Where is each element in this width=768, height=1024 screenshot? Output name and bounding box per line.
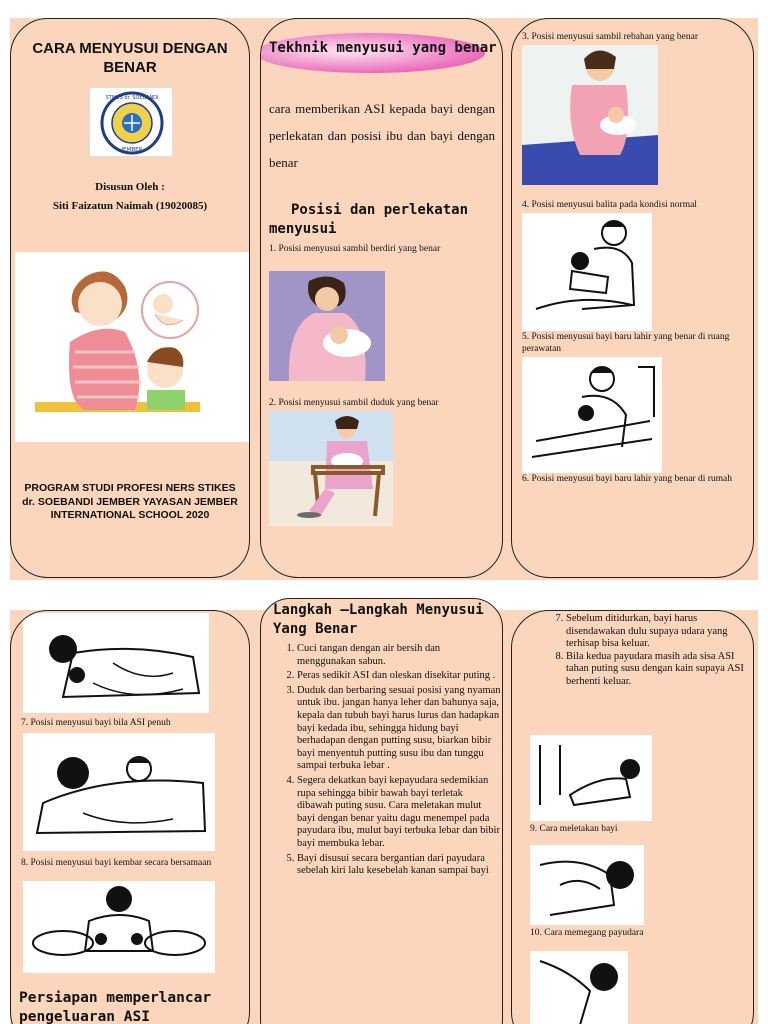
caption-twins: 8. Posisi menyusui bayi kembar secara bersamaan — [21, 858, 212, 868]
caption-standing: 1. Posisi menyusui sambil berdiri yang benar — [269, 244, 441, 254]
preparation-heading: Persiapan memperlancar pengeluaran ASI — [19, 990, 212, 1024]
step-item: 7. Sebelum ditidurkan, bayi harus disendawakan dulu supaya udara yang terhisap bisa keluar. — [566, 613, 754, 651]
brochure-outside — [10, 18, 758, 580]
cover-panel — [10, 18, 250, 578]
stikes-logo — [89, 87, 173, 157]
caption-holding-breast: 10. Cara memegang payudara — [530, 928, 644, 938]
full-breast-sketch — [23, 613, 209, 713]
caption-lying: 3. Posisi menyusui sambil rebahan yang benar — [522, 32, 698, 42]
step-item: 5. Bayi disusui secara bergantian dari payudara sebelah kiri lalu kesebelah kanan sampai bayi — [297, 853, 501, 878]
positions-panel — [511, 18, 754, 578]
step-item: 3. Duduk dan berbaring sesuai posisi yang nyaman untuk ibu. jangan hanya leher dan bahunya saja, kepala dan tubuh bayi harus lurus dan hadapkan bayi kedada ibu, sehingga hidung bayi berhadapan dengan putting susu, biarkan bibir bayi menyentuh putting susu ibu dan tunggu sampai terbuka lebar . — [297, 685, 501, 773]
steps-panel-2 — [511, 610, 754, 1024]
step-item: 2. Peras sedikit ASI dan oleskan disekitar puting . — [297, 670, 501, 683]
lying-breastfeeding-photo — [522, 45, 658, 185]
caption-newborn-ward: 5. Posisi menyusui bayi baru lahir yang benar di ruang perawatan — [522, 332, 730, 354]
caption-full-breast: 7. Posisi menyusui bayi bila ASI penuh — [21, 718, 171, 728]
positions-panel-2 — [10, 610, 250, 1024]
toddler-breastfeeding-sketch — [522, 213, 652, 331]
steps-panel — [260, 598, 503, 1024]
holding-breast-sketch — [530, 845, 644, 925]
caption-sitting: 2. Posisi menyusui sambil duduk yang benar — [269, 398, 439, 408]
step-item: 4. Segera dekatkan bayi kepayudara sedemikian rupa sehingga bibir bawah bayi terletak dibawah puting susu. Cara meletakan mulut bayi dengan benar yaitu dagu menempel pada payudara ibu, mulut bayi terbuka lebar dan bibir bayi membuka lebar. — [297, 775, 501, 851]
step-item: 1. Cuci tangan dengan air bersih dan menggunakan sabun. — [297, 643, 501, 668]
author-label: Disusun Oleh : — [95, 181, 165, 193]
pregnant-mother-illustration — [15, 252, 249, 442]
cover-title: CARA MENYUSUI DENGAN BENAR — [32, 40, 228, 76]
position-subheading: Posisi dan perlekatan menyusui — [269, 202, 469, 237]
technique-intro: cara memberikan ASI kepada bayi dengan perlekatan dan posisi ibu dan bayi dengan benar — [269, 101, 495, 170]
author-name: Siti Faizatun Naimah (19020085) — [52, 200, 208, 212]
standing-breastfeeding-photo — [269, 271, 385, 381]
brochure-inside — [10, 602, 758, 1024]
logo-text-bottom: JEMBER — [121, 147, 143, 153]
twins-hold-sketch — [23, 881, 215, 973]
technique-heading: Tekhnik menyusui yang benar — [269, 40, 497, 56]
step-item: 8. Bila kedua payudara masih ada sisa ASI tahan puting susu dengan kain supaya ASI berhenti keluar. — [566, 651, 754, 689]
caption-newborn-home: 6. Posisi menyusui bayi baru lahir yang benar di rumah — [522, 474, 733, 484]
sitting-breastfeeding-photo — [269, 411, 393, 526]
caption-placing-baby: 9. Cara meletakan bayi — [530, 824, 618, 834]
twins-sketch — [23, 733, 215, 851]
logo-text-top: STIKES dr. SOEBANDI — [105, 95, 159, 101]
latch-sketch — [530, 951, 628, 1024]
caption-toddler: 4. Posisi menyusui balita pada kondisi normal — [522, 200, 697, 210]
steps-list — [271, 643, 501, 880]
placing-baby-sketch — [530, 735, 652, 821]
steps-heading: Langkah –Langkah Menyusui Yang Benar — [273, 602, 484, 637]
steps-list-continued — [516, 613, 754, 689]
institution-text: PROGRAM STUDI PROFESI NERS STIKES dr. SOEBANDI JEMBER YAYASAN JEMBER INTERNATIONAL SCHOOL 2020 — [22, 482, 238, 521]
technique-panel — [260, 18, 503, 578]
newborn-ward-sketch — [522, 357, 662, 473]
